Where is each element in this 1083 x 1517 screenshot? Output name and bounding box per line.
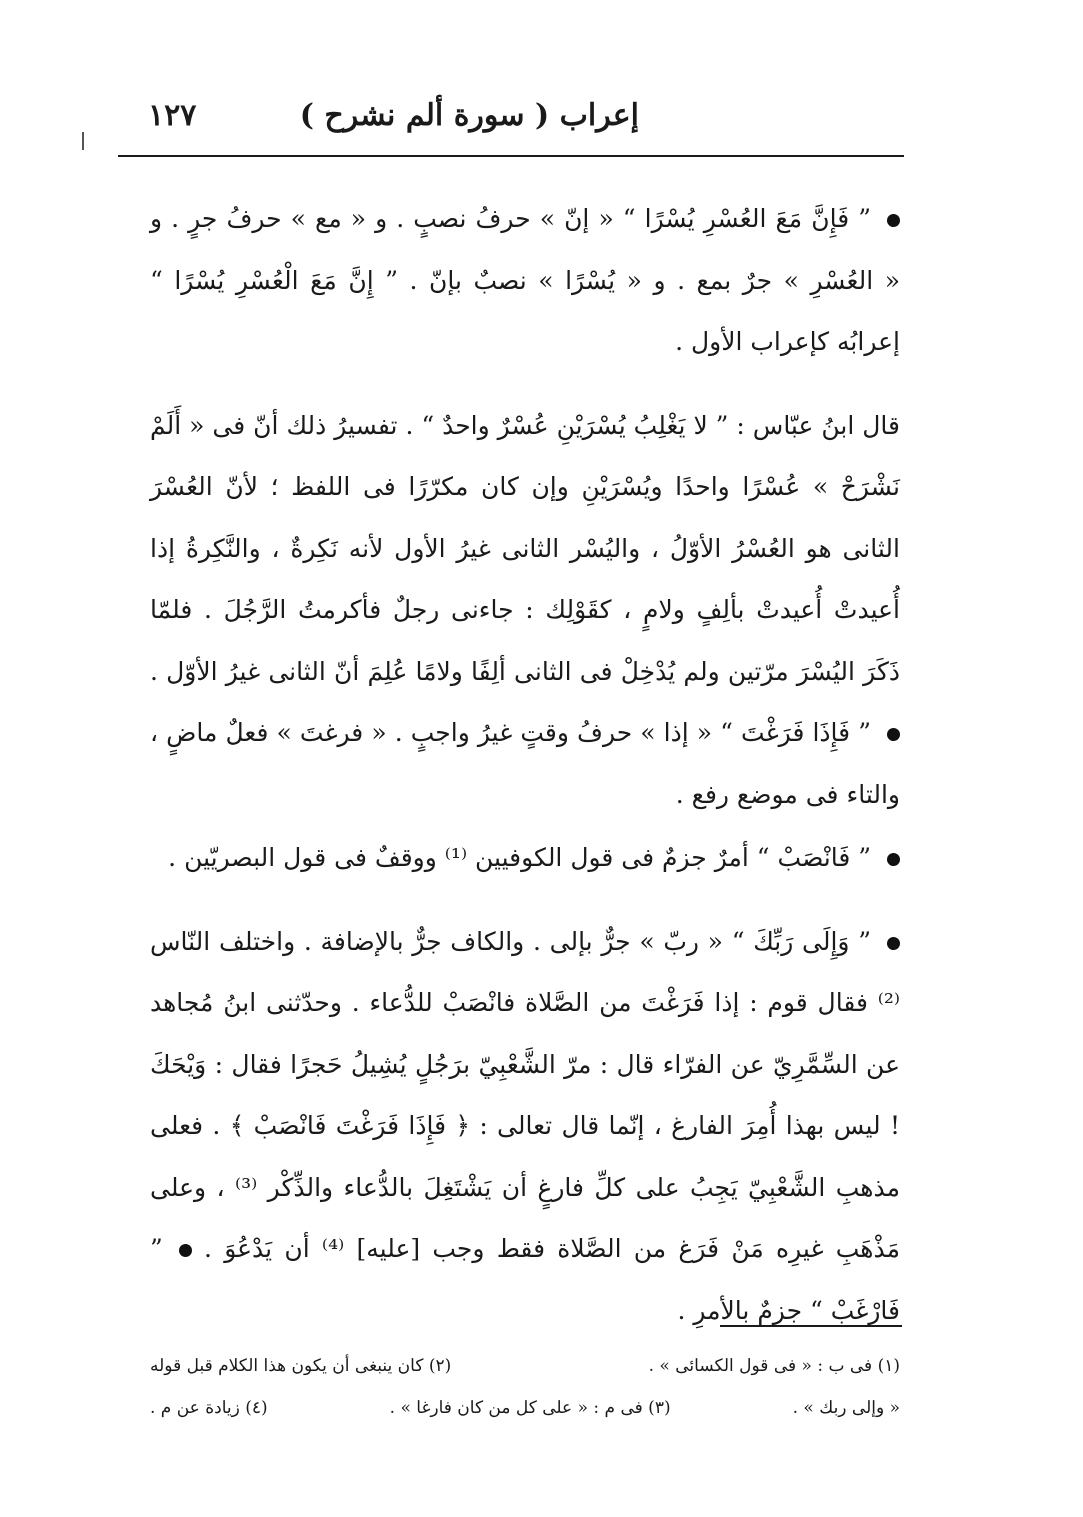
footnote-2: (٢) كان ينبغى أن يكون هذا الكلام قبل قوله <box>150 1356 452 1376</box>
paragraph-text: ” فَانْصَبْ “ أمرٌ جزمٌ فى قول الكوفيين ⁽¹⁾ ووقفٌ فى قول البصريّين . <box>168 843 871 872</box>
bullet-icon <box>887 214 900 227</box>
footnote-4: (٤) زيادة عن م . <box>150 1398 268 1418</box>
bullet-icon <box>887 937 900 950</box>
margin-mark <box>82 132 84 150</box>
footnote-divider <box>720 1325 902 1327</box>
paragraph-text: ” فَارْغَبْ “ جزمٌ بالأمرِ . <box>150 1234 900 1325</box>
paragraph-text: قال ابنُ عبّاس : ” لا يَغْلِبُ يُسْرَيْنِ عُسْرٌ واحدٌ “ . تفسيرُ ذلك أنّ فى « أَلَمْ نَشْرَحْ » عُسْرًا واحدًا ويُسْرَيْنِ وإن كان مكرّرًا فى اللفظ ؛ لأنّ العُسْرَ الثانى هو العُسْرُ الأوّلُ ، واليُسْر الثانى غيرُ الأول لأنه نَكِرةٌ ، والنَّكِرةُ إذا أُعيدتْ أُعيدتْ بألِفٍ ولامٍ ، كقَوْلِك : جاءنى رجلٌ فأكرمتُ الرَّجُلَ . فلمّا ذَكَرَ اليُسْرَ مرّتين ولم يُدْخِلْ فى الثانى ألِفًا ولامًا عُلِمَ أنّ الثانى غيرُ الأوّل . <box>150 410 900 686</box>
paragraph-2 <box>150 395 900 826</box>
footnote-line <box>150 1387 900 1429</box>
paragraph-3 <box>150 827 900 889</box>
paragraph-1 <box>150 188 900 373</box>
paragraph-text: ” وَإِلَى رَبِّكَ “ « ربّ » جرٌّ بإلى . والكاف جرٌّ بالإضافة . واختلف النّاس ⁽²⁾ فقال قوم : إذا فَرَغْتَ من الصَّلاة فانْصَبْ للدُّعاء . وحدّثنى ابنُ مُجاهد عن السِّمَّرِيّ عن الفرّاء قال : مرّ الشَّعْبِيّ برَجُلٍ يُشِيلُ حَجرًا فقال : وَيْحَكَ ! ليس بهذا أُمِرَ الفارغ ، إنّما قال تعالى : ﴿ فَإِذَا فَرَغْتَ فَانْصَبْ ﴾ . فعلى مذهبِ الشَّعْبِيّ يَجِبُ على كلِّ فارغٍ أن يَشْتَغِلَ بالدُّعاء والذِّكْر ⁽³⁾ ، وعلى مَذْهَبِ غيرِه مَنْ فَرَغ من الصَّلاة فقط وجب [عليه] ⁽⁴⁾ أن يَدْعُوَ . <box>150 926 901 1263</box>
page-header <box>118 98 904 154</box>
footnote-1: (١) فى ب : « فى قول الكسائى » . <box>648 1356 900 1376</box>
main-text <box>150 188 900 1343</box>
page-title: إعراب ( سورة ألم نشرح ) <box>299 98 639 133</box>
paragraph-text: ” فَإِنَّ مَعَ العُسْرِ يُسْرًا “ « إنّ » حرفُ نصبٍ . و « مع » حرفُ جرٍ . و « العُسْرِ » جرٌ بمع . و « يُسْرًا » نصبٌ بإنّ . ” إِنَّ مَعَ الْعُسْرِ يُسْرًا “ إعرابُه كإعراب الأول . <box>150 204 900 356</box>
bullet-icon <box>179 1244 192 1257</box>
footnotes <box>150 1345 900 1429</box>
footnote-3: (٣) فى م : « على كل من كان فارغا » . <box>389 1398 671 1418</box>
header-divider <box>118 155 904 157</box>
bullet-icon <box>887 853 900 866</box>
page-number: ١٢٧ <box>148 98 197 133</box>
bullet-icon <box>887 728 900 741</box>
paragraph-text: ” فَإِذَا فَرَغْتَ “ « إذا » حرفُ وقتٍ غيرُ واجبٍ . « فرغتَ » فعلٌ ماضٍ ، والتاء فى موضع رفع . <box>150 718 900 809</box>
paragraph-4 <box>150 911 900 1342</box>
footnote-2-continued: « وإلى ربك » . <box>792 1398 900 1418</box>
footnote-line <box>150 1345 900 1387</box>
